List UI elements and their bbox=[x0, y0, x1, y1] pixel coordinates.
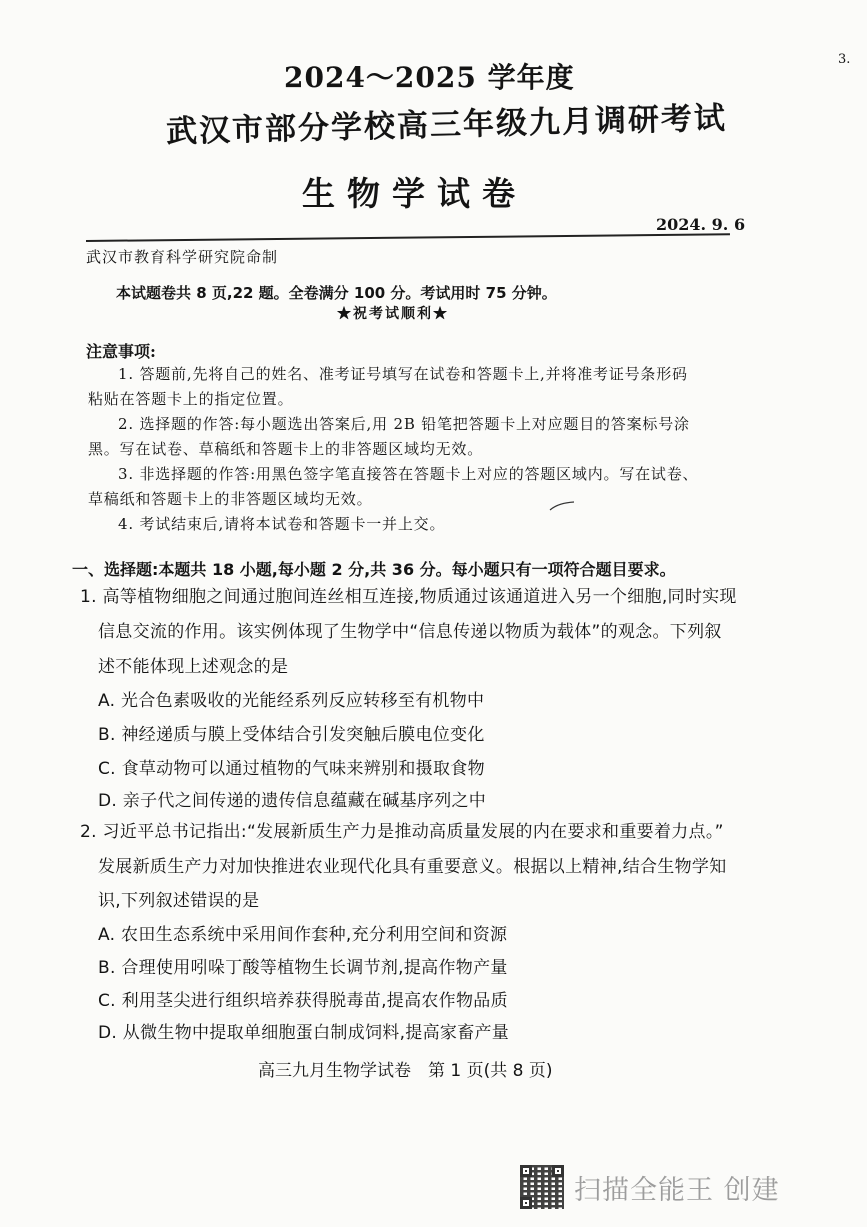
subject-title: 生物学试卷 bbox=[302, 174, 527, 213]
section-heading: 一、选择题:本题共 18 小题,每小题 2 分,共 36 分。每小题只有一项符合题目要求。 bbox=[72, 560, 676, 579]
pen-mark-icon bbox=[548, 500, 576, 512]
exam-summary: 本试题卷共 8 页,22 题。全卷满分 100 分。考试用时 75 分钟。 bbox=[116, 284, 557, 302]
school-year: 2024～2025 学年度 bbox=[284, 61, 575, 94]
question-stem-line: 述不能体现上述观念的是 bbox=[98, 657, 289, 677]
notice-line: 1. 答题前,先将自己的姓名、准考证号填写在试卷和答题卡上,并将准考证号条形码 bbox=[118, 365, 688, 383]
exam-date: 2024. 9. 6 bbox=[656, 215, 746, 234]
question-stem-line: 识,下列叙述错误的是 bbox=[98, 891, 260, 911]
question-option: B. 神经递质与膜上受体结合引发突触后膜电位变化 bbox=[98, 725, 485, 745]
question-option: B. 合理使用吲哚丁酸等植物生长调节剂,提高作物产量 bbox=[98, 958, 508, 978]
notice-line: 4. 考试结束后,请将本试卷和答题卡一并上交。 bbox=[118, 515, 446, 533]
notice-line: 粘贴在答题卡上的指定位置。 bbox=[88, 390, 294, 408]
question-option: C. 利用茎尖进行组织培养获得脱毒苗,提高农作物品质 bbox=[98, 991, 508, 1011]
question-option: D. 亲子代之间传递的遗传信息蕴藏在碱基序列之中 bbox=[98, 791, 487, 811]
page-corner-mark: 3. bbox=[838, 52, 851, 67]
header-divider bbox=[86, 233, 730, 242]
question-stem-line: 信息交流的作用。该实例体现了生物学中“信息传递以物质为载体”的观念。下列叙 bbox=[98, 622, 722, 642]
scanner-watermark: 扫描全能王 创建 bbox=[574, 1175, 780, 1206]
qr-code-icon bbox=[520, 1165, 564, 1209]
notice-title: 注意事项: bbox=[86, 342, 156, 361]
question-stem-line: 1. 高等植物细胞之间通过胞间连丝相互连接,物质通过该通道进入另一个细胞,同时实现 bbox=[80, 587, 737, 607]
good-luck-wish: ★祝考试顺利★ bbox=[337, 306, 449, 322]
question-stem-line: 发展新质生产力对加快推进农业现代化具有重要意义。根据以上精神,结合生物学知 bbox=[98, 857, 727, 877]
question-stem-line: 2. 习近平总书记指出:“发展新质生产力是推动高质量发展的内在要求和重要着力点。” bbox=[80, 822, 724, 842]
page-footer: 高三九月生物学试卷 第 1 页(共 8 页) bbox=[258, 1061, 553, 1081]
notice-line: 2. 选择题的作答:每小题选出答案后,用 2B 铅笔把答题卡上对应题目的答案标号涂 bbox=[118, 415, 690, 433]
question-option: D. 从微生物中提取单细胞蛋白制成饲料,提高家畜产量 bbox=[98, 1023, 510, 1043]
notice-line: 草稿纸和答题卡上的非答题区域均无效。 bbox=[88, 490, 373, 508]
notice-line: 3. 非选择题的作答:用黑色签字笔直接答在答题卡上对应的答题区域内。写在试卷、 bbox=[118, 465, 699, 483]
exam-title: 武汉市部分学校高三年级九月调研考试 bbox=[165, 100, 728, 150]
notice-line: 黑。写在试卷、草稿纸和答题卡上的非答题区域均无效。 bbox=[88, 440, 484, 458]
question-option: A. 农田生态系统中采用间作套种,充分利用空间和资源 bbox=[98, 925, 508, 945]
question-option: A. 光合色素吸收的光能经系列反应转移至有机物中 bbox=[98, 691, 485, 711]
organizer: 武汉市教育科学研究院命制 bbox=[86, 248, 279, 266]
question-option: C. 食草动物可以通过植物的气味来辨别和摄取食物 bbox=[98, 759, 485, 779]
